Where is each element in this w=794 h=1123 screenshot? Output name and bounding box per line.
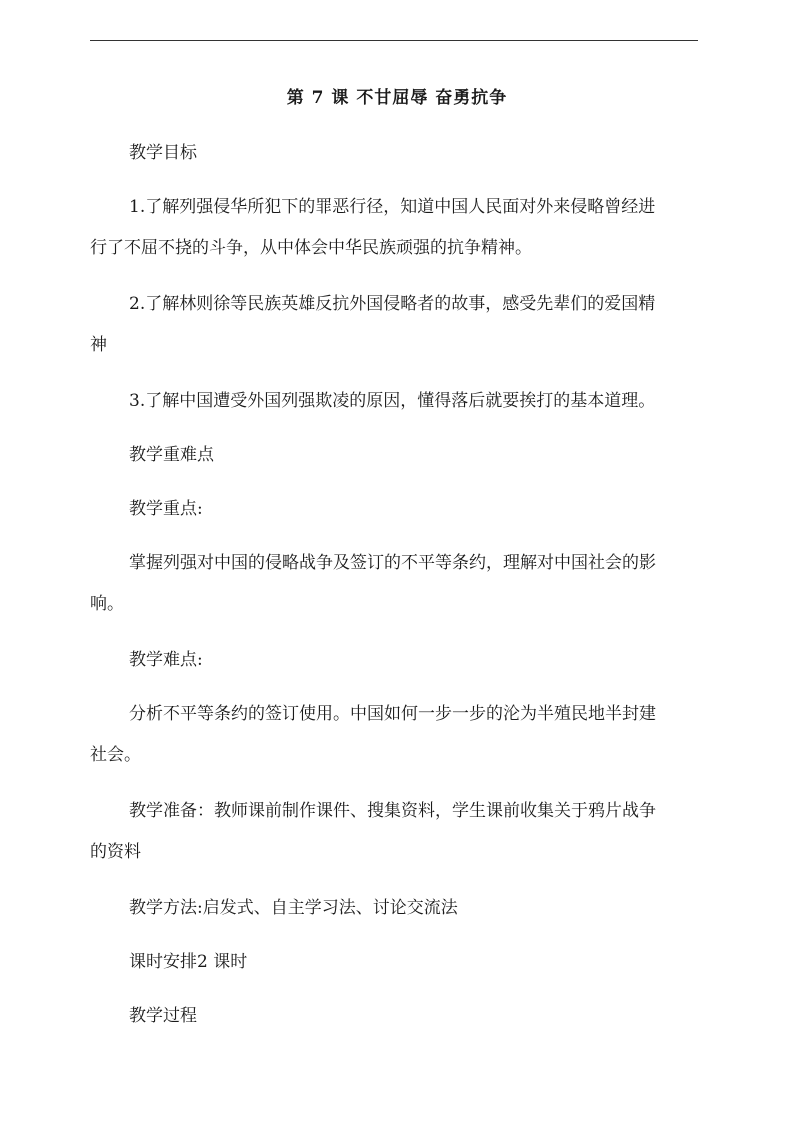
teaching-goals-heading: 教学目标 (129, 143, 197, 163)
teaching-methods: 教学方法:启发式、自主学习法、讨论交流法 (129, 898, 458, 918)
preparation-line-2: 的资料 (90, 842, 141, 862)
key-points-line-1: 掌握列强对中国的侵略战争及签订的不平等条约，理解对中国社会的影 (129, 553, 656, 573)
difficult-points-heading: 教学难点: (129, 650, 203, 670)
page-title: 第 7 课 不甘屈辱 奋勇抗争 (286, 88, 508, 108)
goal-2-line-1: 2.了解林则徐等民族英雄反抗外国侵略者的故事，感受先辈们的爱国精 (129, 294, 656, 314)
difficult-points-line-2: 社会。 (90, 745, 141, 765)
difficult-points-line-1: 分析不平等条约的签订使用。中国如何一步一步的沦为半殖民地半封建 (129, 704, 656, 724)
preparation-line-1: 教学准备：教师课前制作课件、搜集资料，学生课前收集关于鸦片战争 (129, 801, 656, 821)
goal-2-line-2: 神 (90, 335, 107, 355)
goal-1-line-2: 行了不屈不挠的斗争，从中体会中华民族顽强的抗争精神。 (90, 238, 532, 258)
key-points-heading: 教学重点: (129, 499, 203, 519)
process-heading: 教学过程 (129, 1006, 197, 1026)
schedule: 课时安排2 课时 (129, 952, 248, 972)
goal-3-line-1: 3.了解中国遭受外国列强欺凌的原因，懂得落后就要挨打的基本道理。 (129, 391, 656, 411)
header-rule (90, 40, 698, 41)
key-points-line-2: 响。 (90, 594, 124, 614)
key-difficult-heading: 教学重难点 (129, 445, 214, 465)
goal-1-line-1: 1.了解列强侵华所犯下的罪恶行径，知道中国人民面对外来侵略曾经进 (129, 197, 656, 217)
